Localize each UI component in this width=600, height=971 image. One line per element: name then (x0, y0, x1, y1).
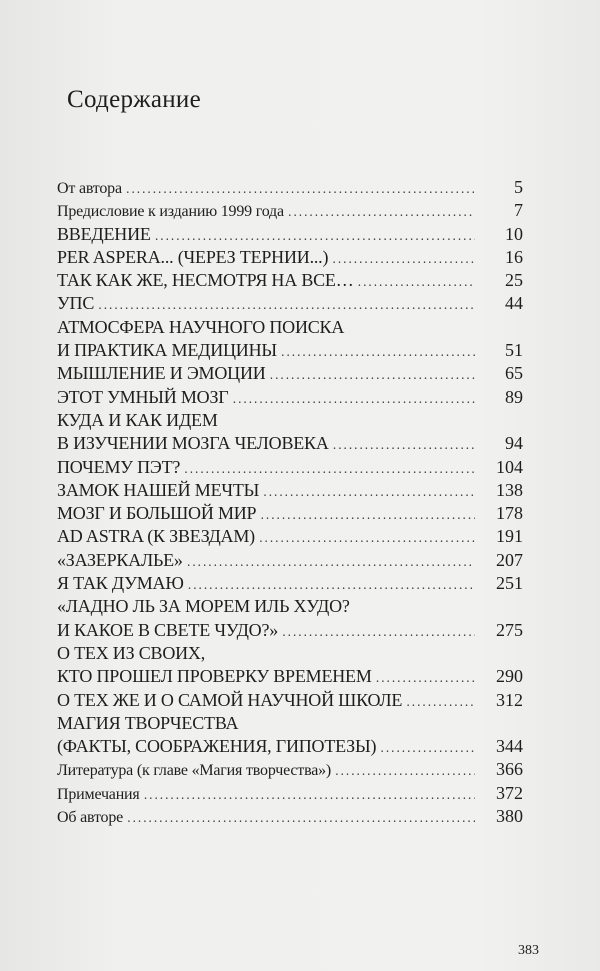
dot-leader (358, 271, 475, 294)
dot-leader (281, 341, 475, 364)
toc-entry (57, 456, 523, 479)
toc-entry-page: 380 (496, 806, 523, 827)
dot-leader (127, 807, 475, 830)
toc-entry (57, 292, 523, 315)
toc-entry (57, 758, 523, 781)
toc-entry (57, 199, 523, 222)
toc-entry-page: 65 (505, 363, 523, 384)
toc-entry-page: 138 (496, 479, 523, 500)
toc-entry-title: От автора (57, 180, 122, 197)
dot-leader (233, 388, 475, 411)
toc-entry-title: Я ТАК ДУМАЮ (57, 573, 184, 594)
toc-entry-page: 94 (505, 433, 523, 454)
toc-entry (57, 223, 523, 246)
toc-entry-title: МАГИЯ ТВОРЧЕСТВА (57, 712, 239, 733)
toc-entry (57, 339, 523, 362)
page-number: 383 (518, 943, 539, 958)
dot-leader (335, 760, 475, 783)
toc-entry-title: УПС (57, 293, 95, 314)
dot-leader (288, 201, 475, 224)
toc-entry-title: В ИЗУЧЕНИИ МОЗГА ЧЕЛОВЕКА (57, 433, 329, 454)
toc-entry-page: 104 (496, 456, 523, 477)
toc-entry-page: 7 (514, 200, 523, 221)
table-of-contents (57, 176, 523, 828)
dot-leader (188, 574, 475, 597)
dot-leader (333, 434, 475, 457)
toc-entry (57, 246, 523, 269)
dot-leader (263, 481, 475, 504)
toc-entry-title: ПОЧЕМУ ПЭТ? (57, 456, 181, 477)
toc-entry (57, 269, 523, 292)
toc-entry-title: Примечания (57, 785, 140, 803)
dot-leader (270, 364, 475, 387)
toc-entry-title: (ФАКТЫ, СООБРАЖЕНИЯ, ГИПОТЕЗЫ) (57, 736, 377, 757)
dot-leader (260, 504, 475, 527)
toc-entry-page: 16 (505, 246, 523, 267)
toc-entry-title: АТМОСФЕРА НАУЧНОГО ПОИСКА (57, 316, 345, 337)
dot-leader (126, 178, 475, 201)
toc-entry-page: 366 (496, 759, 523, 780)
dot-leader (380, 737, 475, 760)
toc-entry-title: Об авторе (57, 809, 124, 827)
toc-entry-page: 25 (505, 270, 523, 291)
toc-entry (57, 805, 523, 828)
toc-entry (57, 432, 523, 455)
toc-entry (57, 665, 523, 688)
toc-entry (57, 782, 523, 805)
toc-entry (57, 572, 523, 595)
toc-entry-title: МЫШЛЕНИЕ И ЭМОЦИИ (57, 363, 266, 384)
toc-entry-title: «ЛАДНО ЛЬ ЗА МОРЕМ ИЛЬ ХУДО? (57, 596, 350, 617)
toc-entry-title: Предисловие к изданию 1999 года (57, 203, 284, 221)
dot-leader (144, 784, 475, 807)
toc-entry (57, 712, 523, 735)
toc-entry-title: ЭТОТ УМНЫЙ МОЗГ (57, 386, 229, 407)
toc-entry-page: 207 (496, 549, 523, 570)
dot-leader (259, 527, 475, 550)
toc-entry-page: 344 (496, 736, 523, 757)
toc-entry (57, 362, 523, 385)
toc-entry-page: 290 (496, 666, 523, 687)
toc-entry-title: ЗАМОК НАШЕЙ МЕЧТЫ (57, 479, 260, 500)
toc-entry (57, 386, 523, 409)
toc-entry-title: Литература (к главе «Магия творчества») (57, 762, 332, 780)
toc-entry (57, 502, 523, 525)
toc-entry-title: И ПРАКТИКА МЕДИЦИНЫ (57, 340, 277, 361)
toc-entry (57, 642, 523, 665)
toc-entry-page: 5 (514, 177, 523, 197)
toc-entry-title: ТАК КАК ЖЕ, НЕСМОТРЯ НА ВСЕ… (57, 270, 354, 291)
page-title: Содержание (67, 86, 201, 113)
toc-entry-page: 89 (505, 386, 523, 407)
toc-entry-title: ВВЕДЕНИЕ (57, 223, 151, 244)
toc-entry-title: О ТЕХ ЖЕ И О САМОЙ НАУЧНОЙ ШКОЛЕ (57, 689, 403, 710)
dot-leader (376, 667, 475, 690)
toc-entry-title: МОЗГ И БОЛЬШОЙ МИР (57, 503, 257, 524)
toc-entry-page: 44 (505, 293, 523, 314)
toc-entry-title: «ЗАЗЕРКАЛЬЕ» (57, 549, 183, 570)
dot-leader (184, 458, 475, 481)
toc-entry (57, 689, 523, 712)
dot-leader (332, 248, 475, 271)
dot-leader (98, 294, 475, 317)
toc-entry (57, 619, 523, 642)
toc-entry (57, 595, 523, 618)
toc-entry-page: 275 (496, 619, 523, 640)
toc-entry-page: 51 (505, 340, 523, 361)
dot-leader (406, 691, 475, 714)
dot-leader (187, 551, 475, 574)
toc-entry-title: КУДА И КАК ИДЕМ (57, 409, 218, 430)
toc-entry-page: 178 (496, 503, 523, 524)
toc-entry-page: 191 (496, 526, 523, 547)
toc-entry (57, 316, 523, 339)
toc-entry (57, 525, 523, 548)
dot-leader (155, 225, 475, 248)
toc-entry (57, 176, 523, 199)
toc-entry-title: И КАКОЕ В СВЕТЕ ЧУДО?» (57, 619, 279, 640)
toc-entry-page: 10 (505, 223, 523, 244)
toc-entry (57, 735, 523, 758)
toc-entry (57, 549, 523, 572)
toc-entry-title: О ТЕХ ИЗ СВОИХ, (57, 642, 206, 663)
toc-entry-page: 251 (496, 573, 523, 594)
toc-entry-page: 312 (496, 689, 523, 710)
toc-entry (57, 409, 523, 432)
toc-entry-title: PER ASPERA... (ЧЕРЕЗ ТЕРНИИ...) (57, 246, 329, 267)
toc-entry-title: КТО ПРОШЕЛ ПРОВЕРКУ ВРЕМЕНЕМ (57, 666, 372, 687)
toc-entry-title: AD ASTRA (К ЗВЕЗДАМ) (57, 526, 255, 547)
dot-leader (282, 621, 475, 644)
toc-entry (57, 479, 523, 502)
toc-entry-page: 372 (496, 782, 523, 803)
